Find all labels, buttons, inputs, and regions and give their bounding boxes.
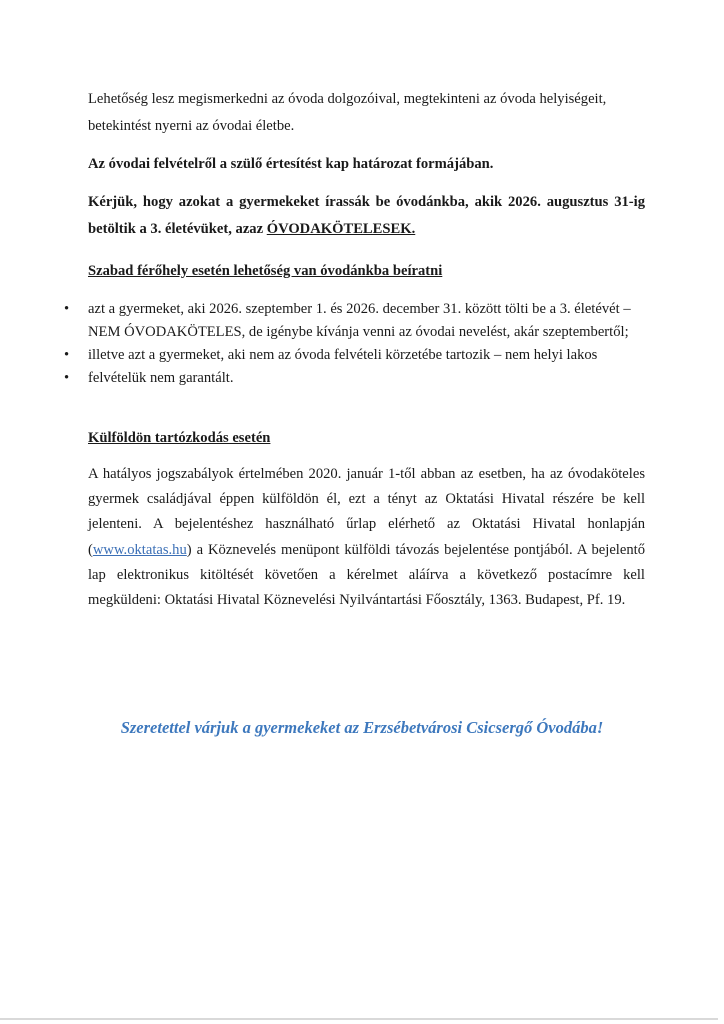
- bullet-icon: •: [64, 370, 70, 386]
- request-text: Kérjük, hogy azokat a gyermekeket írassák be óvodánkba, akik 2026. augusztus 31-ig betöltik a 3. életévüket, azaz: [88, 194, 645, 237]
- intro-line-2: betekintést nyerni az óvodai életbe.: [88, 118, 295, 134]
- list-item-text: illetve azt a gyermeket, aki nem az óvoda felvételi körzetébe tartozik – nem helyi lakos: [88, 347, 598, 363]
- abroad-heading: Külföldön tartózkodás esetén: [88, 430, 271, 446]
- list-item: [64, 367, 654, 390]
- list-item-text: felvételük nem garantált.: [88, 370, 234, 386]
- list-item-text: azt a gyermeket, aki 2026. szeptember 1. és 2026. december 31. között tölti be a 3. életévét – NEM ÓVODAKÖTELES, de igénybe kívánja venni az óvodai nevelést, akár szeptembertől;: [88, 301, 631, 340]
- abroad-text-part-1: A hatályos jogszabályok értelmében 2020. január 1-től abban az esetben, ha az óvodaköteles gyermek családjával éppen külföldön él, ezt a tényt az Oktatási Hivatal részére be kell jelenteni. A bejelentéshez használható űrlap elérhető az Oktatási Hivatal honlapján (: [88, 466, 645, 558]
- list-item: [64, 298, 654, 344]
- notice-paragraph: Az óvodai felvételről a szülő értesítést kap határozat formájában.: [88, 156, 494, 172]
- bullet-icon: •: [64, 347, 70, 363]
- abroad-text-part-2: ) a Köznevelés menüpont külföldi távozás bejelentése pontjából. A bejelentő lap elektronikus kitöltését követően a kérelmet aláírva a következő postacímre kell megküldeni: Oktatási Hivatal Köznevelési Nyilvántartási Főosztály, 1363. Budapest, Pf. 19.: [88, 541, 645, 609]
- free-places-heading: Szabad férőhely esetén lehetőség van óvodánkba beíratni: [88, 263, 443, 279]
- closing-message: Szeretettel várjuk a gyermekeket az Erzsébetvárosi Csicsergő Óvodába!: [120, 718, 604, 737]
- oktatas-link[interactable]: www.oktatas.hu: [92, 541, 187, 558]
- bullet-icon: •: [64, 301, 70, 317]
- abroad-paragraph: [88, 462, 645, 613]
- page-bottom-divider: [0, 1018, 718, 1020]
- free-places-list: [64, 298, 654, 390]
- request-paragraph: [88, 189, 645, 243]
- intro-paragraph: [88, 86, 645, 140]
- list-item: [64, 344, 654, 367]
- intro-line-1: Lehetőség lesz megismerkedni az óvoda dolgozóival, megtekinteni az óvoda helyiségeit,: [88, 91, 607, 107]
- request-emphasis: ÓVODAKÖTELESEK.: [266, 221, 416, 237]
